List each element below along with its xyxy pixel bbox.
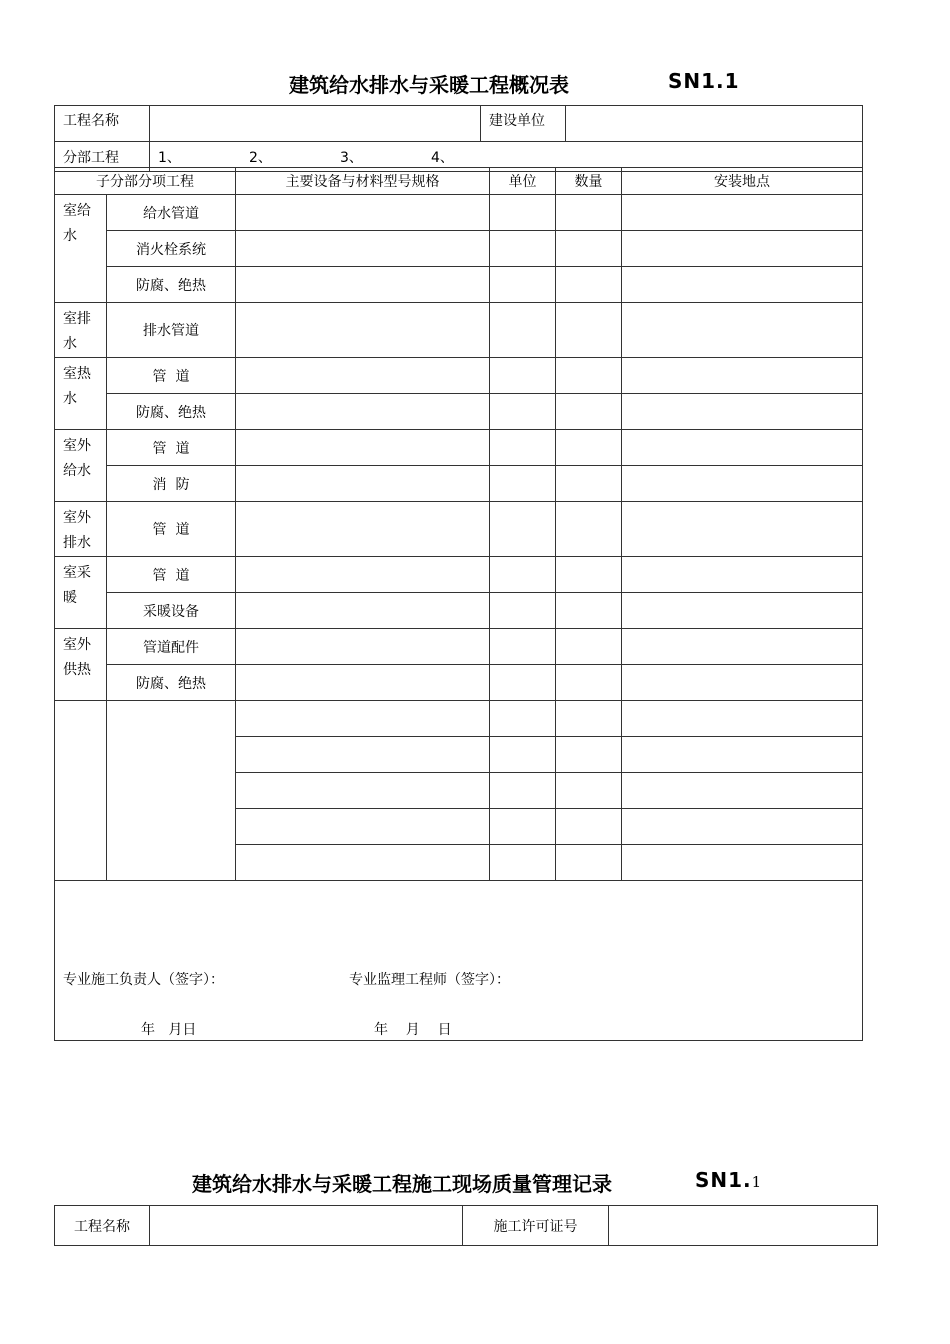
spec-cell[interactable]: [236, 845, 490, 881]
table-row: [55, 557, 863, 593]
location-cell[interactable]: [622, 303, 863, 358]
form1-title: 建筑给水排水与采暖工程概况表: [289, 73, 569, 97]
spec-cell[interactable]: [236, 701, 490, 737]
qty-cell[interactable]: [556, 430, 622, 466]
table-row: [55, 593, 863, 629]
spec-cell[interactable]: [236, 231, 490, 267]
item-label: 消 防: [107, 466, 236, 502]
table-row: [55, 665, 863, 701]
spec-cell[interactable]: [236, 593, 490, 629]
location-cell[interactable]: [622, 267, 863, 303]
spec-cell[interactable]: [236, 665, 490, 701]
supervisor-date: 年 月 日: [374, 1022, 452, 1038]
location-cell[interactable]: [622, 809, 863, 845]
table-row: [55, 195, 863, 231]
project-name-field[interactable]: [150, 106, 481, 142]
division-slot-3: 3、: [340, 150, 363, 166]
group-label: 室热水: [55, 358, 107, 430]
header-location: 安装地点: [622, 168, 863, 195]
division-slot-4: 4、: [431, 150, 454, 166]
qty-cell[interactable]: [556, 629, 622, 665]
unit-cell[interactable]: [490, 701, 556, 737]
location-cell[interactable]: [622, 502, 863, 557]
unit-cell[interactable]: [490, 231, 556, 267]
group-label: 室外供热: [55, 629, 107, 701]
qty-cell[interactable]: [556, 593, 622, 629]
division-label: 分部工程: [55, 142, 150, 172]
item-label: 防腐、绝热: [107, 394, 236, 430]
qty-cell[interactable]: [556, 502, 622, 557]
unit-cell[interactable]: [490, 665, 556, 701]
qty-cell[interactable]: [556, 845, 622, 881]
item-label: 给水管道: [107, 195, 236, 231]
spec-cell[interactable]: [236, 629, 490, 665]
location-cell[interactable]: [622, 557, 863, 593]
location-cell[interactable]: [622, 845, 863, 881]
location-cell[interactable]: [622, 466, 863, 502]
qty-cell[interactable]: [556, 303, 622, 358]
qty-cell[interactable]: [556, 358, 622, 394]
unit-cell[interactable]: [490, 737, 556, 773]
location-cell[interactable]: [622, 195, 863, 231]
unit-cell[interactable]: [490, 358, 556, 394]
table-row: [55, 231, 863, 267]
header-unit: 单位: [490, 168, 556, 195]
quality-record-table: [54, 1205, 878, 1246]
unit-cell[interactable]: [490, 303, 556, 358]
qty-cell[interactable]: [556, 773, 622, 809]
item-label: 防腐、绝热: [107, 267, 236, 303]
unit-cell[interactable]: [490, 593, 556, 629]
table-row: [55, 502, 863, 557]
unit-cell[interactable]: [490, 430, 556, 466]
item-label: 消火栓系统: [107, 231, 236, 267]
form1-code: SN1.1: [668, 69, 740, 93]
blank-group-cell[interactable]: [55, 701, 107, 881]
item-label: 管 道: [107, 557, 236, 593]
unit-cell[interactable]: [490, 845, 556, 881]
unit-cell[interactable]: [490, 773, 556, 809]
qty-cell[interactable]: [556, 466, 622, 502]
unit-cell[interactable]: [490, 466, 556, 502]
spec-cell[interactable]: [236, 809, 490, 845]
location-cell[interactable]: [622, 737, 863, 773]
contractor-date: 年 月日: [141, 1022, 197, 1038]
spec-cell[interactable]: [236, 430, 490, 466]
qty-cell[interactable]: [556, 267, 622, 303]
location-cell[interactable]: [622, 593, 863, 629]
group-label: 室排水: [55, 303, 107, 358]
form2-code-suffix: 1: [751, 1173, 763, 1191]
group-label: 室外给水: [55, 430, 107, 502]
spec-cell[interactable]: [236, 195, 490, 231]
location-cell[interactable]: [622, 701, 863, 737]
unit-cell[interactable]: [490, 267, 556, 303]
location-cell[interactable]: [622, 665, 863, 701]
table-row: [55, 267, 863, 303]
spec-cell[interactable]: [236, 773, 490, 809]
unit-cell[interactable]: [490, 195, 556, 231]
unit-cell[interactable]: [490, 502, 556, 557]
spec-cell[interactable]: [236, 466, 490, 502]
group-label: 室采暖: [55, 557, 107, 629]
item-label: 管 道: [107, 502, 236, 557]
qty-cell[interactable]: [556, 195, 622, 231]
table-row: [55, 466, 863, 502]
table-row: [55, 701, 863, 737]
group-label: 室给水: [55, 195, 107, 303]
form2-code: [695, 1168, 762, 1192]
form2-project-name-field[interactable]: [150, 1206, 463, 1246]
supervisor-sign-label: 专业监理工程师（签字）：: [349, 972, 510, 988]
spec-cell[interactable]: [236, 502, 490, 557]
spec-cell[interactable]: [236, 557, 490, 593]
header-item: 子分部分项工程: [55, 168, 236, 195]
project-name-label: 工程名称: [55, 106, 150, 142]
group-label: 室外排水: [55, 502, 107, 557]
permit-label: 施工许可证号: [463, 1206, 609, 1246]
qty-cell[interactable]: [556, 394, 622, 430]
permit-field[interactable]: [609, 1206, 878, 1246]
qty-cell[interactable]: [556, 231, 622, 267]
item-label: 管 道: [107, 358, 236, 394]
qty-cell[interactable]: [556, 737, 622, 773]
header-spec: 主要设备与材料型号规格: [236, 168, 490, 195]
item-label: 防腐、绝热: [107, 665, 236, 701]
location-cell[interactable]: [622, 394, 863, 430]
builder-label: 建设单位: [481, 106, 566, 142]
signature-block: [55, 881, 863, 1041]
spec-cell[interactable]: [236, 737, 490, 773]
blank-item-cell[interactable]: [107, 701, 236, 881]
table-row: [55, 303, 863, 358]
header-qty: 数量: [556, 168, 622, 195]
spec-cell[interactable]: [236, 267, 490, 303]
spec-cell[interactable]: [236, 394, 490, 430]
contractor-sign-label: 专业施工负责人（签字）：: [63, 972, 224, 988]
spec-cell[interactable]: [236, 358, 490, 394]
builder-field[interactable]: [566, 106, 863, 142]
qty-cell[interactable]: [556, 557, 622, 593]
qty-cell[interactable]: [556, 665, 622, 701]
location-cell[interactable]: [622, 231, 863, 267]
location-cell[interactable]: [622, 773, 863, 809]
division-slot-1: 1、: [158, 150, 181, 166]
form2-code-main: SN1.: [695, 1168, 752, 1192]
unit-cell[interactable]: [490, 557, 556, 593]
location-cell[interactable]: [622, 358, 863, 394]
form2-project-name-label: 工程名称: [55, 1206, 150, 1246]
unit-cell[interactable]: [490, 809, 556, 845]
table-row: [55, 629, 863, 665]
qty-cell[interactable]: [556, 701, 622, 737]
location-cell[interactable]: [622, 430, 863, 466]
qty-cell[interactable]: [556, 809, 622, 845]
item-label: 管道配件: [107, 629, 236, 665]
table-row: [55, 358, 863, 394]
spec-cell[interactable]: [236, 303, 490, 358]
item-label: 排水管道: [107, 303, 236, 358]
unit-cell[interactable]: [490, 394, 556, 430]
unit-cell[interactable]: [490, 629, 556, 665]
division-slot-2: 2、: [249, 150, 272, 166]
table-row: [55, 430, 863, 466]
item-label: 采暖设备: [107, 593, 236, 629]
location-cell[interactable]: [622, 629, 863, 665]
item-label: 管 道: [107, 430, 236, 466]
overview-header-table: [54, 105, 863, 172]
table-row: [55, 394, 863, 430]
form2-title: 建筑给水排水与采暖工程施工现场质量管理记录: [192, 1172, 612, 1196]
overview-main-table: [54, 167, 863, 1041]
